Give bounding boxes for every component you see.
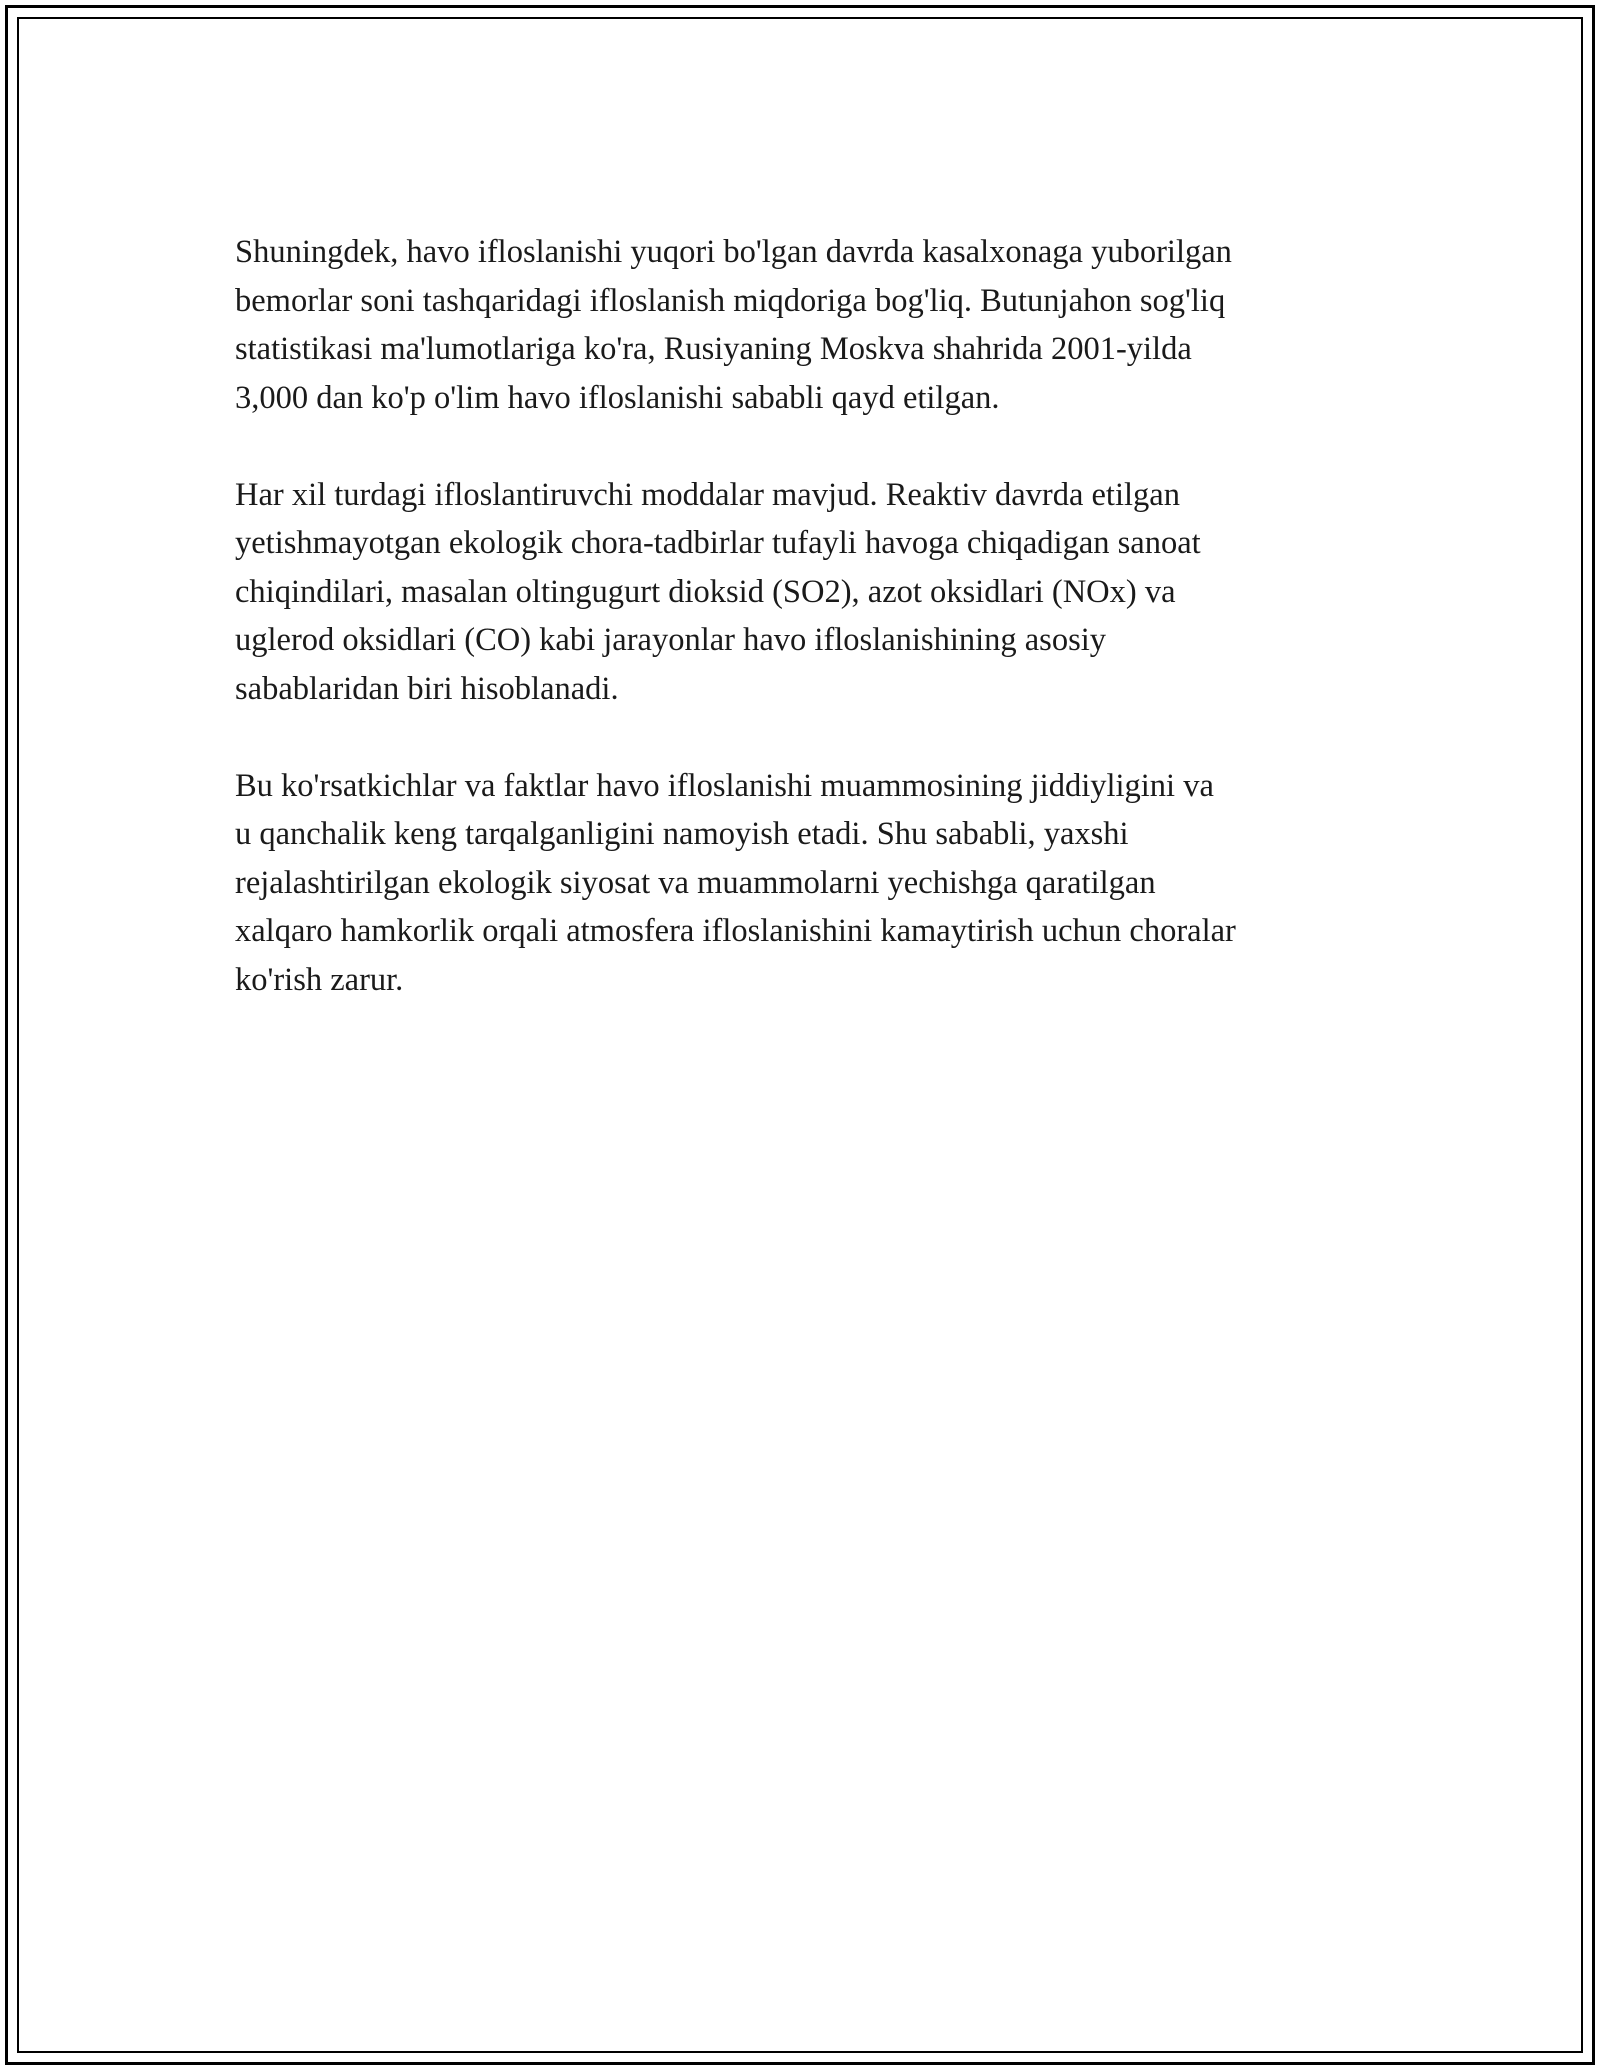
text-line: statistikasi ma'lumotlariga ko'ra, Rusiyaning Moskva shahrida 2001-yilda: [235, 331, 1192, 367]
paragraph-3: [235, 762, 1385, 1005]
text-line: Shuningdek, havo ifloslanishi yuqori bo'lgan davrda kasalxonaga yuborilgan: [235, 234, 1232, 270]
text-line: chiqindilari, masalan oltingugurt dioksid (SO2), azot oksidlari (NOx) va: [235, 573, 1176, 610]
paragraph-1: [235, 228, 1385, 422]
text-line: Bu ko'rsatkichlar va faktlar havo ifloslanishi muammosining jiddiyligini va: [235, 767, 1214, 804]
paragraph-2: [235, 471, 1385, 714]
text-line: rejalashtirilgan ekologik siyosat va muammolarni yechishga qaratilgan: [235, 864, 1156, 901]
text-line: bemorlar soni tashqaridagi ifloslanish miqdoriga bog'liq. Butunjahon sog'liq: [235, 282, 1226, 319]
text-line: Har xil turdagi ifloslantiruvchi moddalar mavjud. Reaktiv davrda etilgan: [235, 476, 1180, 513]
text-line: sabablaridan biri hisoblanadi.: [235, 670, 619, 707]
text-line: xalqaro hamkorlik orqali atmosfera ifloslanishini kamaytirish uchun choralar: [235, 913, 1236, 949]
text-line: ko'rish zarur.: [235, 961, 404, 998]
document-body: [235, 228, 1385, 1053]
text-line: u qanchalik keng tarqalganligini namoyish etadi. Shu sababli, yaxshi: [235, 816, 1129, 852]
text-line: yetishmayotgan ekologik chora-tadbirlar tufayli havoga chiqadigan sanoat: [235, 525, 1201, 561]
text-line: 3,000 dan ko'p o'lim havo ifloslanishi sababli qayd etilgan.: [235, 379, 1000, 416]
text-line: uglerod oksidlari (CO) kabi jarayonlar havo ifloslanishining asosiy: [235, 622, 1107, 658]
